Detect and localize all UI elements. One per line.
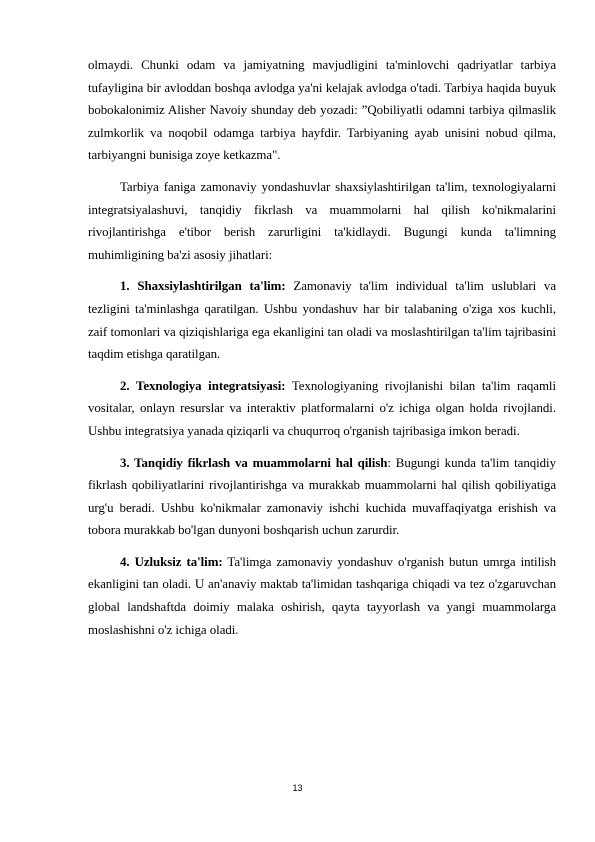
list-item-technology-integration	[88, 375, 556, 443]
list-item-lifelong-learning	[88, 551, 556, 641]
list-item-heading: 4. Uzluksiz ta'lim:	[120, 554, 223, 569]
page-number: 13	[292, 783, 303, 793]
list-item-heading: 1. Shaxsiylashtirilgan ta'lim:	[120, 279, 286, 294]
list-item-personalized-learning	[88, 275, 556, 365]
list-item-heading: 2. Texnologiya integratsiyasi:	[120, 378, 286, 393]
document-page	[88, 54, 556, 641]
list-item-heading: 3. Tanqidiy fikrlash va muammolarni hal qilish	[120, 455, 388, 470]
list-item-text: Ta'limga zamonaviy yondashuv o'rganish butun umrga intilish ekanligini tan oladi. U an'anaviy maktab ta'limidan tashqariga chiqadi va tez o'zgaruvchan global landshaftda doimiy malaka oshirish, qayta tayyorlash va yangi muammolarga moslashishni o'z ichiga oladi.	[88, 554, 557, 637]
context-paragraph: Tarbiya faniga zamonaviy yondashuvlar shaxsiylashtirilgan ta'lim, texnologiyalarni integratsiyalashuvi, tanqidiy fikrlash va muammolarni hal qilish ko'nikmalarini rivojlantirishga e'tibor berish zarurligini ta'kidlaydi. Bugungi kunda ta'limning muhimligining ba'zi asosiy jihatlari:	[88, 179, 556, 262]
list-item-text: Texnologiyaning rivojlanishi bilan ta'lim raqamli vositalar, onlayn resurslar va interaktiv platformalarni o'z ichiga olgan holda rivojlandi. Ushbu integratsiya yanada qiziqarli va chuqurroq o'rganish tajribasiga imkon beradi.	[88, 378, 556, 438]
intro-paragraph: olmaydi. Chunki odam va jamiyatning mavjudligini ta'minlovchi qadriyatlar tarbiya tufayligina bir avloddan boshqa avlodga ya'ni kelajak avlodga o'tadi. Tarbiya haqida buyuk bobokalonimiz Alisher Navoiy shunday deb yozadi: ”Qobiliyatli odamni tarbiya qilmaslik zulmkorlik va noqobil odamga tarbiya hayfdir. Tarbiyaning ayab unisini nobud qilma, tarbiyangni bunisiga zoye ketkazma".	[88, 58, 556, 163]
list-item-text: Zamonaviy ta'lim individual ta'lim uslublari va tezligini ta'minlashga qaratilgan. Ushbu yondashuv har bir talabaning o'ziga xos kuchli, zaif tomonlari va qiziqishlariga ega ekanligini tan oladi va moslashtirilgan ta'lim tajribasini taqdim etishga qaratilgan.	[88, 279, 557, 362]
list-item-critical-thinking	[88, 452, 556, 542]
list-item-text: : Bugungi kunda ta'lim tanqidiy fikrlash qobiliyatlarini rivojlantirishga va murakkab muammolarni hal qilish qobiliyatiga urg'u beradi. Ushbu ko'nikmalar zamonaviy ishchi kuchida muvaffaqiyatga erishish va tobora murakkab bo'lgan dunyoni boshqarish uchun zarurdir.	[88, 455, 556, 538]
